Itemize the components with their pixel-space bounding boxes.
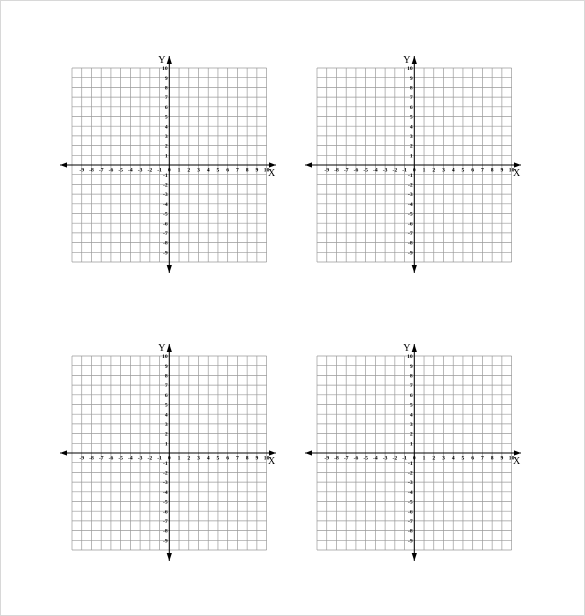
axes [60,344,276,561]
y-tick-label: -7 [408,519,413,525]
tick-labels [79,66,269,256]
x-tick-label: -2 [392,455,398,462]
y-tick-label: 1 [164,153,168,160]
y-tick-label: 9 [409,363,413,370]
y-tick-label: -5 [408,211,413,218]
x-tick-label: 4 [451,167,455,174]
x-axis-right-arrow-icon [514,162,521,167]
x-tick-label: -3 [382,167,388,174]
y-tick-label: 5 [164,402,168,409]
x-tick-label: 0 [412,167,416,174]
y-tick-label: -8 [408,528,413,535]
y-tick-label: -6 [163,509,168,516]
y-axis-up-arrow-icon [167,56,172,64]
y-tick-label: -4 [163,489,168,496]
y-tick-label: -2 [408,470,413,477]
y-axis-label: Y [158,343,166,354]
y-tick-label: 1 [409,153,413,160]
graph-paper-sheet [1,1,584,615]
x-tick-label: -4 [128,167,133,174]
y-axis-up-arrow-icon [167,344,172,352]
x-tick-label: 9 [255,167,259,174]
x-tick-label: -2 [392,167,398,174]
y-tick-label: 9 [164,363,168,370]
x-tick-label: 5 [461,167,465,174]
coordinate-grid-top-left [57,53,282,275]
y-tick-label: 5 [164,114,168,121]
x-axis-label: X [513,456,521,467]
coordinate-grid-bottom-right [302,341,527,563]
y-tick-label: 6 [409,104,413,111]
x-axis-right-arrow-icon [269,450,276,455]
x-tick-label: -8 [334,455,339,462]
x-tick-label: 9 [500,455,504,462]
y-tick-label: -3 [163,480,168,487]
x-axis-label: X [268,456,276,467]
y-tick-label: -1 [163,460,168,467]
x-tick-label: -6 [108,167,114,174]
x-tick-label: 7 [481,455,484,462]
y-tick-label: 6 [409,392,413,399]
x-tick-label: -6 [353,167,359,174]
y-tick-label: -5 [408,499,413,506]
axes [60,56,276,273]
y-tick-label: -9 [163,538,168,545]
x-tick-label: 6 [471,167,475,174]
y-tick-label: -9 [163,250,168,257]
axes [305,344,521,561]
x-tick-label: 5 [461,455,465,462]
x-axis-label: X [513,168,521,179]
y-tick-label: -5 [163,499,168,506]
x-tick-label: 7 [481,167,484,174]
x-tick-label: 3 [197,455,200,462]
x-tick-label: -7 [343,167,349,174]
y-tick-label: -3 [163,192,168,199]
x-tick-label: 7 [236,167,239,174]
x-tick-label: -7 [343,455,349,462]
y-tick-label: 2 [164,143,168,150]
x-tick-label: 3 [442,167,445,174]
x-axis-left-arrow-icon [60,162,67,167]
y-tick-label: -8 [408,240,413,247]
x-axis-left-arrow-icon [305,162,312,167]
y-tick-label: -5 [163,211,168,218]
x-tick-label: -9 [324,455,330,462]
y-tick-label: 6 [164,104,168,111]
y-tick-label: 4 [164,412,168,419]
x-tick-label: 2 [432,167,436,174]
y-tick-label: 1 [409,441,413,448]
y-tick-label: 10 [162,66,168,73]
x-axis-right-arrow-icon [514,450,521,455]
x-tick-label: -8 [89,455,94,462]
x-tick-label: -1 [402,167,407,174]
x-tick-label: -8 [89,167,94,174]
tick-labels [324,66,514,256]
y-tick-label: 7 [409,95,413,102]
x-axis-left-arrow-icon [60,450,67,455]
y-axis-label: Y [158,55,166,66]
x-tick-label: 4 [206,167,210,174]
y-axis-down-arrow-icon [167,265,172,273]
x-tick-label: -9 [79,455,85,462]
y-tick-label: 7 [409,383,413,390]
x-tick-label: -2 [147,167,153,174]
x-axis-left-arrow-icon [305,450,312,455]
x-tick-label: -3 [137,167,143,174]
x-tick-label: -1 [157,455,162,462]
y-axis-down-arrow-icon [412,553,417,561]
y-tick-label: -4 [408,489,413,496]
y-tick-label: -4 [408,201,413,208]
x-axis-right-arrow-icon [269,162,276,167]
y-tick-label: 5 [409,402,413,409]
x-tick-label: -7 [98,455,104,462]
x-tick-label: -4 [128,455,133,462]
y-tick-label: -1 [408,172,413,179]
y-axis-label: Y [403,343,411,354]
y-tick-label: -4 [163,201,168,208]
x-tick-label: -5 [363,167,368,174]
y-tick-label: 2 [164,431,168,438]
y-tick-label: 8 [409,85,413,92]
x-tick-label: 5 [216,167,220,174]
x-tick-label: 6 [226,167,230,174]
x-tick-label: -2 [147,455,153,462]
x-tick-label: 9 [500,167,504,174]
x-tick-label: 2 [187,167,191,174]
x-tick-label: 0 [412,455,416,462]
y-tick-label: -8 [163,528,168,535]
y-tick-label: -1 [163,172,168,179]
y-tick-label: -2 [163,470,168,477]
y-tick-label: 9 [409,75,413,82]
x-tick-label: 3 [197,167,200,174]
y-tick-label: 7 [164,95,168,102]
x-tick-label: -4 [373,455,378,462]
x-tick-label: -6 [108,455,114,462]
y-tick-label: 8 [164,85,168,92]
x-tick-label: 8 [245,167,249,174]
y-tick-label: 2 [409,143,413,150]
x-tick-label: -7 [98,167,104,174]
x-tick-label: -9 [324,167,330,174]
y-axis-up-arrow-icon [412,344,417,352]
y-tick-label: -6 [408,221,413,228]
axes [305,56,521,273]
coordinate-grid-bottom-left [57,341,282,563]
y-tick-label: 4 [164,124,168,131]
x-tick-label: 1 [422,167,426,174]
y-tick-label: -9 [408,250,413,257]
y-axis-label: Y [403,55,411,66]
y-tick-label: 3 [164,134,168,140]
x-tick-label: 1 [177,455,181,462]
x-tick-label: 1 [422,455,426,462]
y-tick-label: 3 [409,422,413,428]
x-tick-label: -4 [373,167,378,174]
x-tick-label: 0 [167,455,171,462]
y-tick-label: -1 [408,460,413,467]
coordinate-grid-top-right [302,53,527,275]
x-tick-label: 10 [263,455,270,462]
x-tick-label: -1 [402,455,407,462]
y-tick-label: -2 [408,182,413,189]
x-tick-label: 5 [216,455,220,462]
x-tick-label: 7 [236,455,239,462]
y-tick-label: 3 [409,134,413,140]
x-tick-label: -8 [334,167,339,174]
x-tick-label: -6 [353,455,359,462]
x-tick-label: -3 [382,455,388,462]
y-tick-label: 10 [407,66,413,73]
x-tick-label: 2 [432,455,436,462]
x-tick-label: -5 [363,455,368,462]
y-tick-label: 10 [407,354,413,361]
x-tick-label: 4 [206,455,210,462]
x-tick-label: 8 [490,167,494,174]
x-tick-label: 9 [255,455,259,462]
y-tick-label: -7 [163,231,168,237]
y-tick-label: 7 [164,383,168,390]
x-tick-label: 4 [451,455,455,462]
x-tick-label: 0 [167,167,171,174]
x-tick-label: -3 [137,455,143,462]
y-tick-label: -6 [408,509,413,516]
y-tick-label: -6 [163,221,168,228]
y-axis-down-arrow-icon [412,265,417,273]
y-tick-label: -7 [408,231,413,237]
tick-labels [324,354,514,544]
y-tick-label: 2 [409,431,413,438]
y-tick-label: -3 [408,480,413,487]
x-tick-label: 6 [471,455,475,462]
x-tick-label: -5 [118,167,123,174]
x-tick-label: 8 [245,455,249,462]
x-tick-label: 10 [263,167,270,174]
x-tick-label: 10 [508,167,515,174]
y-tick-label: -2 [163,182,168,189]
y-tick-label: 4 [409,124,413,131]
y-tick-label: 4 [409,412,413,419]
y-tick-label: 9 [164,75,168,82]
x-tick-label: 8 [490,455,494,462]
y-axis-up-arrow-icon [412,56,417,64]
y-tick-label: 5 [409,114,413,121]
y-tick-label: 6 [164,392,168,399]
y-tick-label: -3 [408,192,413,199]
x-tick-label: 3 [442,455,445,462]
y-tick-label: -9 [408,538,413,545]
tick-labels [79,354,269,544]
y-tick-label: 8 [409,373,413,380]
y-tick-label: 1 [164,441,168,448]
y-tick-label: 8 [164,373,168,380]
x-axis-label: X [268,168,276,179]
y-axis-down-arrow-icon [167,553,172,561]
x-tick-label: -5 [118,455,123,462]
y-tick-label: 10 [162,354,168,361]
x-tick-label: -1 [157,167,162,174]
y-tick-label: -8 [163,240,168,247]
x-tick-label: -9 [79,167,85,174]
x-tick-label: 10 [508,455,515,462]
x-tick-label: 6 [226,455,230,462]
y-tick-label: 3 [164,422,168,428]
y-tick-label: -7 [163,519,168,525]
x-tick-label: 2 [187,455,191,462]
x-tick-label: 1 [177,167,181,174]
